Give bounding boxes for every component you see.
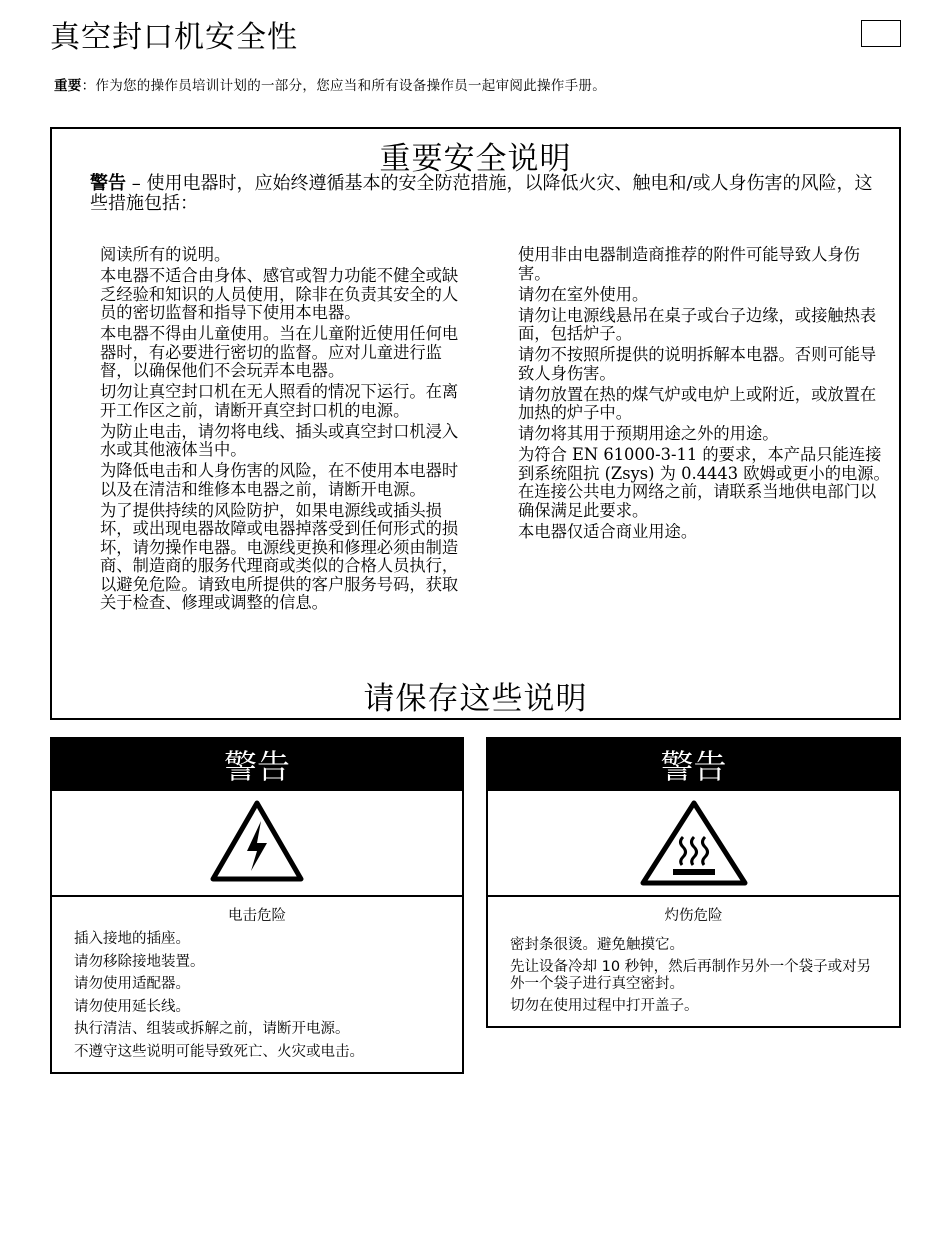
list-item: 切勿让真空封口机在无人照看的情况下运行。在离开工作区之前，请断开真空封口机的电源。 bbox=[100, 382, 459, 420]
panel-pictogram bbox=[52, 791, 462, 897]
list-item: 执行清洁、组装或拆解之前，请断开电源。 bbox=[74, 1021, 350, 1037]
intro-text: ：作为您的操作员培训计划的一部分，您应当和所有设备操作员一起审阅此操作手册。 bbox=[81, 78, 607, 94]
list-item: 先让设备冷却 10 秒钟，然后再制作另外一个袋子或对另外一个袋子进行真空密封。 bbox=[510, 959, 872, 992]
list-item: 请勿在室外使用。 bbox=[518, 284, 649, 304]
list-item: 使用非由电器制造商推荐的附件可能导致人身伤害。 bbox=[518, 245, 860, 283]
page-title: 真空封口机安全性 bbox=[50, 20, 298, 55]
panel-heading: 警告 bbox=[52, 739, 462, 791]
safety-heading: 重要安全说明 bbox=[379, 141, 572, 177]
list-item: 不遵守这些说明可能导致死亡、火灾或电击。 bbox=[74, 1043, 364, 1060]
panel-heading: 警告 bbox=[488, 739, 899, 791]
list-item: 切勿在使用过程中打开盖子。 bbox=[510, 998, 699, 1014]
left-column bbox=[100, 246, 464, 615]
warning-word: 警告 bbox=[90, 173, 126, 194]
list-item: 为符合 EN 61000-3-11 的要求，本产品只能连接到系统阻抗 (Zsys) 为 0.4443 欧姆或更小的电源。在连接公共电力网络之前，请联系当地供电部门以确保满足此要求。 bbox=[518, 445, 890, 520]
panel-subtitle: 电击危险 bbox=[228, 908, 286, 924]
panel-list bbox=[510, 937, 885, 1015]
panel-list bbox=[74, 931, 462, 1061]
list-item: 本电器不适合由身体、感官或智力功能不健全或缺乏经验和知识的人员使用，除非在负责其安全的人员的密切监督和指导下使用本电器。 bbox=[100, 266, 459, 322]
electric-shock-icon bbox=[209, 799, 305, 885]
list-item: 请勿不按照所提供的说明拆解本电器。否则可能导致人身伤害。 bbox=[518, 345, 877, 383]
list-item: 为防止电击，请勿将电线、插头或真空封口机浸入水或其他液体当中。 bbox=[100, 421, 459, 459]
list-item: 本电器不得由儿童使用。当在儿童附近使用任何电器时，有必要进行密切的监督。应对儿童进行监督，以确保他们不会玩弄本电器。 bbox=[100, 324, 459, 380]
hot-surface-icon bbox=[639, 799, 749, 887]
warning-text: – 使用电器时，应始终遵循基本的安全防范措施，以降低火灾、触电和/或人身伤害的风险，这些措施包括： bbox=[90, 173, 873, 214]
list-item: 请勿移除接地装置。 bbox=[74, 953, 205, 970]
safety-instructions-box bbox=[50, 127, 901, 720]
panel-pictogram bbox=[488, 791, 899, 897]
list-item: 请勿让电源线悬吊在桌子或台子边缘，或接触热表面，包括炉子。 bbox=[518, 305, 877, 343]
electric-shock-warning-panel bbox=[50, 737, 464, 1074]
list-item: 请勿使用适配器。 bbox=[74, 976, 190, 992]
list-item: 阅读所有的说明。 bbox=[100, 245, 231, 264]
list-item: 插入接地的插座。 bbox=[74, 931, 190, 947]
right-column bbox=[518, 246, 890, 544]
list-item: 请勿放置在热的煤气炉或电炉上或附近，或放置在加热的炉子中。 bbox=[518, 384, 877, 422]
panel-subtitle: 灼伤危险 bbox=[664, 908, 723, 924]
list-item: 请勿使用延长线。 bbox=[74, 998, 190, 1015]
warning-intro bbox=[90, 174, 880, 214]
burn-warning-panel bbox=[486, 737, 901, 1028]
list-item: 本电器仅适合商业用途。 bbox=[518, 521, 698, 541]
list-item: 密封条很烫。避免触摸它。 bbox=[510, 937, 684, 953]
list-item: 请勿将其用于预期用途之外的用途。 bbox=[518, 424, 779, 443]
save-instructions-heading: 请保存这些说明 bbox=[363, 681, 588, 717]
list-item: 为降低电击和人身伤害的风险，在不使用本电器时以及在清洁和维修本电器之前，请断开电源。 bbox=[100, 461, 459, 499]
list-item: 为了提供持续的风险防护，如果电源线或插头损坏，或出现电器故障或电器掉落受到任何形式的损坏，请勿操作电器。电源线更换和修理必须由制造商、制造商的服务代理商或类似的合格人员执行，以避免危险。请致电所提供的客户服务号码，获取关于检查、修理或调整的信息。 bbox=[100, 500, 459, 612]
corner-box bbox=[861, 20, 901, 47]
intro-line bbox=[54, 74, 606, 94]
intro-label: 重要 bbox=[54, 78, 82, 94]
